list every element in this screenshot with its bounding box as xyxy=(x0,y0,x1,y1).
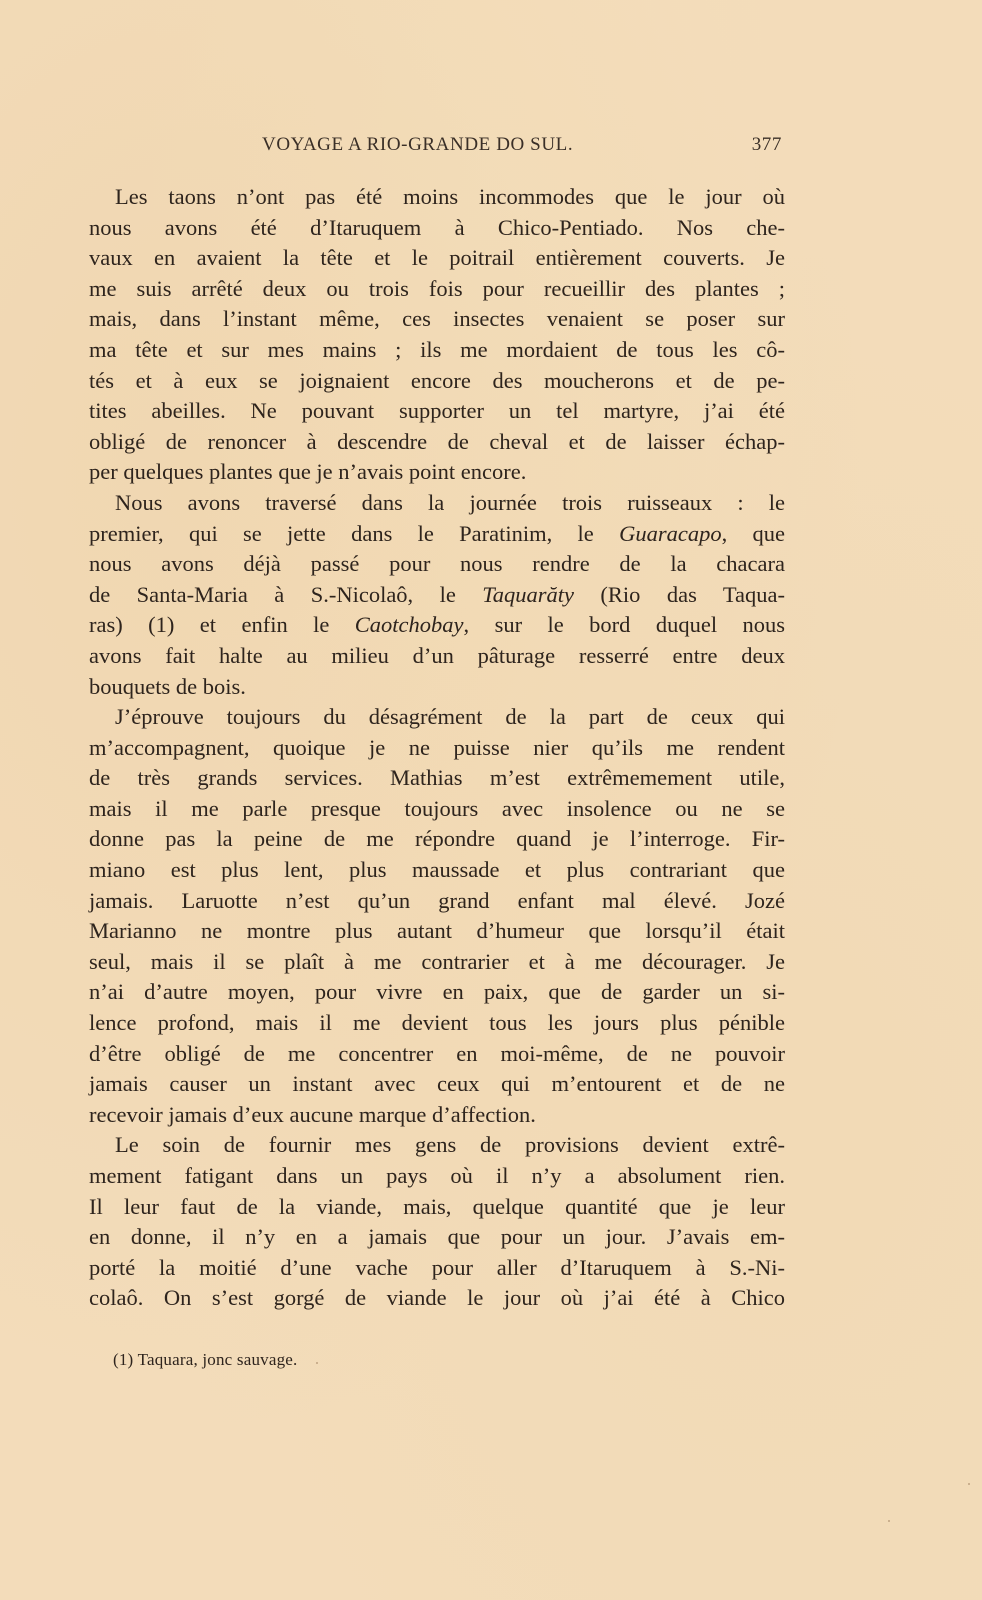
text-line xyxy=(89,947,785,978)
line-text: Il leur faut de la viande, mais, quelque quantité que je leur xyxy=(89,1193,785,1219)
text-line xyxy=(89,855,785,886)
line-text: m’accompagnent, quoique je ne puisse nier qu’ils me rendent xyxy=(89,734,785,760)
text-line xyxy=(89,886,785,917)
line-text: en donne, il n’y en a jamais que pour un jour. J’avais em- xyxy=(89,1224,785,1250)
text-line xyxy=(89,916,785,947)
italic-place-name: Guaracapo xyxy=(619,520,722,546)
line-text: nous avons été d’Itaruquem à Chico-Pentiado. Nos che- xyxy=(89,214,785,240)
text-line xyxy=(89,1161,785,1192)
text-line xyxy=(89,733,785,764)
text-line xyxy=(89,427,785,458)
line-text: premier, qui se jette dans le Paratinim, le xyxy=(89,520,620,546)
text-line xyxy=(89,580,785,611)
line-text: d’être obligé de me concentrer en moi-même, de ne pouvoir xyxy=(89,1040,785,1066)
line-text: ma tête et sur mes mains ; ils me mordaient de tous les cô- xyxy=(89,336,785,362)
text-line xyxy=(89,366,785,397)
line-text: miano est plus lent, plus maussade et plus contrariant que xyxy=(89,857,785,883)
text-line xyxy=(89,335,785,366)
text-line xyxy=(89,1253,785,1284)
line-text: nous avons déjà passé pour nous rendre de la chacara xyxy=(89,551,785,577)
text-line xyxy=(89,182,785,213)
line-text: lence profond, mais il me devient tous les jours plus pénible xyxy=(89,1010,785,1036)
line-text: n’ai d’autre moyen, pour vivre en paix, que de garder un si- xyxy=(89,979,785,1005)
line-text: recevoir jamais d’eux aucune marque d’affection. xyxy=(89,1101,536,1127)
text-line xyxy=(89,549,785,580)
line-text: jamais causer un instant avec ceux qui m’entourent et de ne xyxy=(89,1071,785,1097)
paper-speck xyxy=(968,1483,970,1485)
italic-place-name: Caotchobay xyxy=(354,612,464,638)
line-text: (Rio das Taqua- xyxy=(573,581,785,607)
line-text: , que xyxy=(721,520,785,546)
line-text: porté la moitié d’une vache pour aller d’Itaruquem à S.-Ni- xyxy=(89,1254,785,1280)
body-text xyxy=(89,182,785,1314)
running-title: VOYAGE A RIO-GRANDE DO SUL. xyxy=(262,134,574,155)
text-line xyxy=(89,519,785,550)
text-line xyxy=(89,702,785,733)
text-line xyxy=(89,824,785,855)
page-number: 377 xyxy=(751,134,782,155)
text-line xyxy=(89,274,785,305)
line-text: jamais. Laruotte n’est qu’un grand enfant mal élevé. Jozé xyxy=(89,887,785,913)
footnote: (1) Taquara, jonc sauvage. xyxy=(113,1350,298,1369)
line-text: de Santa-Maria à S.-Nicolaô, le xyxy=(89,581,483,607)
text-line xyxy=(89,1192,785,1223)
italic-place-name: Taquarăty xyxy=(482,581,574,607)
text-line xyxy=(89,396,785,427)
line-text: ras) (1) et enfin le xyxy=(89,612,355,638)
text-line xyxy=(89,304,785,335)
line-text: obligé de renoncer à descendre de cheval et de laisser échap- xyxy=(89,428,785,454)
line-text: me suis arrêté deux ou trois fois pour recueillir des plantes ; xyxy=(89,275,785,301)
text-line xyxy=(89,763,785,794)
text-line xyxy=(89,977,785,1008)
paper-speck xyxy=(316,1362,318,1364)
line-text: colaô. On s’est gorgé de viande le jour où j’ai été à Chico xyxy=(89,1285,785,1311)
text-line xyxy=(89,1039,785,1070)
line-text: mais, dans l’instant même, ces insectes venaient se poser sur xyxy=(89,306,785,332)
paper-speck xyxy=(888,1520,890,1522)
line-text: mement fatigant dans un pays où il n’y a absolument rien. xyxy=(89,1163,785,1188)
line-text: tites abeilles. Ne pouvant supporter un tel martyre, j’ai été xyxy=(89,398,785,424)
text-line xyxy=(89,243,785,274)
text-line xyxy=(89,488,785,519)
line-text: Marianno ne montre plus autant d’humeur que lorsqu’il était xyxy=(89,918,785,944)
text-line xyxy=(89,1130,785,1161)
line-text: , sur le bord duquel nous xyxy=(463,612,785,638)
text-line xyxy=(89,1008,785,1039)
running-head xyxy=(262,134,782,164)
line-text: seul, mais il se plaît à me contrarier et à me décourager. Je xyxy=(89,948,785,974)
line-text: per quelques plantes que je n’avais point encore. xyxy=(89,459,527,485)
text-line xyxy=(89,610,785,641)
text-line xyxy=(89,672,785,703)
line-text: Les taons n’ont pas été moins incommodes que le jour où xyxy=(115,184,785,209)
line-text: bouquets de bois. xyxy=(89,673,246,699)
line-text: tés et à eux se joignaient encore des moucherons et de pe- xyxy=(89,367,785,393)
line-text: de très grands services. Mathias m’est extrêmemement utile, xyxy=(89,765,785,791)
text-line xyxy=(89,457,785,488)
line-text: Nous avons traversé dans la journée trois ruisseaux : le xyxy=(115,489,785,515)
text-line xyxy=(89,1100,785,1131)
text-line xyxy=(89,213,785,244)
text-line xyxy=(89,794,785,825)
text-line xyxy=(89,1283,785,1314)
line-text: avons fait halte au milieu d’un pâturage resserré entre deux xyxy=(89,642,785,668)
line-text: J’éprouve toujours du désagrément de la part de ceux qui xyxy=(115,704,785,730)
line-text: Le soin de fournir mes gens de provisions devient extrê- xyxy=(115,1132,785,1158)
line-text: donne pas la peine de me répondre quand je l’interroge. Fir- xyxy=(89,826,785,852)
line-text: vaux en avaient la tête et le poitrail entièrement couverts. Je xyxy=(89,245,785,271)
text-line xyxy=(89,641,785,672)
line-text: mais il me parle presque toujours avec insolence ou ne se xyxy=(89,795,785,821)
text-line xyxy=(89,1069,785,1100)
text-line xyxy=(89,1222,785,1253)
